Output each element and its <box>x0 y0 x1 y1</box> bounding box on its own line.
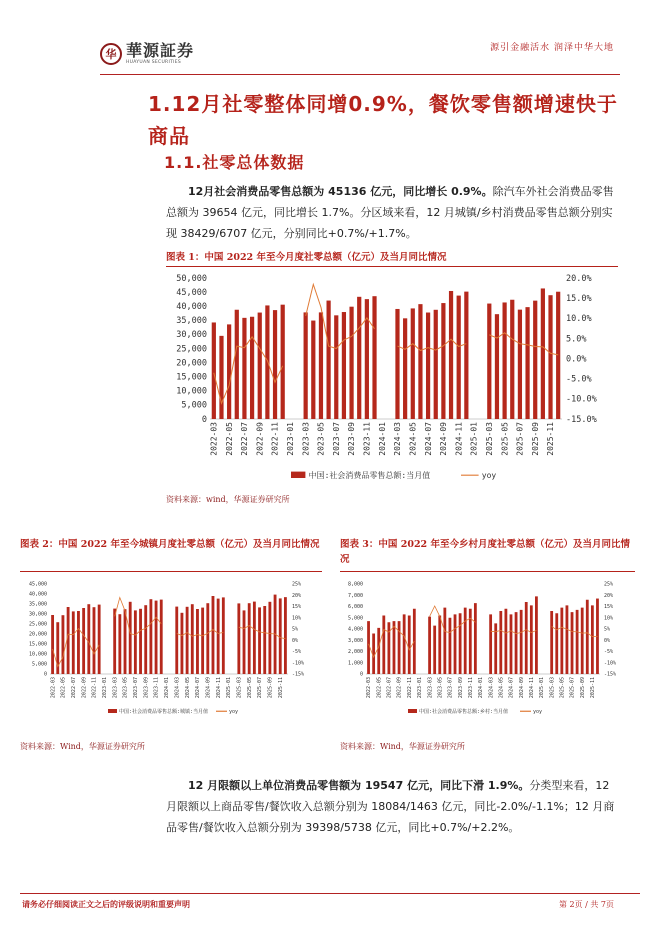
paragraph-body: 除汽车外社会消费品零售总额为 39654 亿元，同比增长 1.7%。分区域来看，12 月城镇/乡村消费品零售总额分别实现 38429/6707 亿元，分别同比+0.7%/+1.7%。 <box>166 185 614 240</box>
x-tick-label: 2024-01 <box>164 677 171 699</box>
x-tick-label: 2023-03 <box>112 677 119 699</box>
x-tick-label: 2022-11 <box>91 677 98 699</box>
logo-cn-text: 華源証券 <box>126 40 195 60</box>
x-tick-label: 2024-03 <box>174 677 181 699</box>
x-tick-label: 2024-11 <box>215 677 222 699</box>
bar-mark <box>149 599 152 674</box>
bar-mark <box>464 292 468 419</box>
bar-mark <box>454 614 457 674</box>
bar-mark <box>349 307 353 419</box>
bar-mark <box>113 609 116 674</box>
bar-mark <box>438 616 441 675</box>
bar-mark <box>525 602 528 674</box>
legend-line-label: yoy <box>481 471 497 480</box>
figure2-caption-line <box>20 571 322 572</box>
bar-mark <box>457 296 461 419</box>
y-right-tick-label: -10.0% <box>566 394 597 405</box>
bar-mark <box>222 597 225 674</box>
figure2-caption: 图表 2：中国 2022 年至今城镇月度社零总额（亿元）及当月同比情况 <box>20 539 320 550</box>
x-tick-label: 2022-11 <box>270 422 280 456</box>
x-tick-label: 2023-03 <box>301 422 311 456</box>
bar-mark <box>377 628 380 674</box>
bar-mark <box>530 605 533 674</box>
x-tick-label: 2024-07 <box>423 422 433 456</box>
bar-mark <box>212 322 216 419</box>
x-tick-label: 2025-03 <box>236 677 243 699</box>
y-right-tick-label: 10.0% <box>566 314 592 325</box>
x-tick-label: 2022-09 <box>396 677 403 699</box>
x-tick-label: 2022-11 <box>406 677 413 699</box>
header-divider <box>100 74 620 75</box>
bar-mark <box>474 603 477 674</box>
bar-mark <box>548 295 552 419</box>
x-tick-label: 2022-05 <box>376 677 383 699</box>
figure1-caption-line <box>166 266 618 267</box>
bar-mark <box>248 603 251 674</box>
bar-mark <box>93 607 96 674</box>
x-tick-label: 2025-09 <box>579 677 586 699</box>
bar-mark <box>160 600 163 674</box>
y-right-tick-label: 10% <box>292 615 302 622</box>
x-tick-label: 2023-11 <box>467 677 474 699</box>
bar-mark <box>334 315 338 419</box>
x-tick-label: 2023-05 <box>437 677 444 699</box>
legend-bar-swatch <box>291 472 305 478</box>
figure3-caption-line <box>340 571 635 572</box>
bar-mark <box>525 307 529 419</box>
bar-mark <box>124 609 127 674</box>
yoy-line <box>177 630 224 637</box>
yoy-line <box>398 339 467 350</box>
y-left-tick-label: 20,000 <box>28 631 47 638</box>
bar-mark <box>62 615 65 674</box>
bar-mark <box>426 313 430 419</box>
bar-mark <box>398 621 401 674</box>
x-tick-label: 2025-07 <box>515 422 525 456</box>
yoy-line <box>552 627 598 637</box>
header-tagline: 源引金融活水 润泽中华大地 <box>490 43 614 53</box>
bar-mark <box>327 301 331 419</box>
legend-bar-swatch <box>408 709 417 713</box>
bar-mark <box>489 614 492 674</box>
legend-bar-label: 中国:社会消费品零售总额:城镇:当月值 <box>119 709 209 715</box>
y-left-tick-label: 45,000 <box>176 287 207 298</box>
x-tick-label: 2022-07 <box>386 677 393 699</box>
x-tick-label: 2024-03 <box>488 677 495 699</box>
figure1-source: 资料来源：wind，华源证券研究所 <box>166 495 290 504</box>
bar-mark <box>408 616 411 675</box>
bar-mark <box>235 310 239 419</box>
bar-mark <box>433 626 436 674</box>
y-left-tick-label: 1,000 <box>347 660 363 667</box>
x-tick-label: 2023-01 <box>101 677 108 699</box>
x-tick-label: 2025-07 <box>569 677 576 699</box>
bar-mark <box>403 614 406 674</box>
bar-mark <box>175 607 178 674</box>
bar-mark <box>281 305 285 419</box>
y-right-tick-label: 20% <box>604 592 614 599</box>
bar-mark <box>87 604 90 674</box>
bar-mark <box>428 617 431 674</box>
y-left-tick-label: 15,000 <box>176 372 207 383</box>
bar-mark <box>510 614 513 674</box>
yoy-line <box>239 626 286 639</box>
x-tick-label: 2024-11 <box>528 677 535 699</box>
footer-divider <box>20 893 640 894</box>
chart-rural-retail <box>340 576 635 716</box>
y-right-tick-label: -10% <box>604 660 617 667</box>
bar-mark <box>449 291 453 419</box>
y-left-tick-label: 10,000 <box>28 651 47 658</box>
x-tick-label: 2022-05 <box>224 422 234 456</box>
page-number: 第 2页 / 共 7页 <box>558 900 614 909</box>
bar-mark <box>51 615 54 674</box>
y-left-tick-label: 50,000 <box>176 273 207 284</box>
x-tick-label: 2023-03 <box>427 677 434 699</box>
y-left-tick-label: 8,000 <box>347 581 363 588</box>
bar-mark <box>268 602 271 674</box>
y-right-tick-label: 5.0% <box>566 334 587 345</box>
bar-mark <box>217 599 220 674</box>
bar-mark <box>319 312 323 419</box>
bar-mark <box>181 613 184 674</box>
x-tick-label: 2023-09 <box>143 677 150 699</box>
bar-mark <box>510 300 514 419</box>
x-tick-label: 2024-07 <box>508 677 515 699</box>
footer-disclaimer: 请务必仔细阅读正文之后的评级说明和重要声明 <box>22 899 190 909</box>
bar-mark <box>441 303 445 419</box>
y-left-tick-label: 40,000 <box>28 591 47 598</box>
bar-mark <box>387 622 390 674</box>
bar-mark <box>129 602 132 674</box>
x-tick-label: 2023-11 <box>153 677 160 699</box>
y-right-tick-label: 15% <box>292 604 302 611</box>
x-tick-label: 2024-01 <box>377 422 387 456</box>
bar-mark <box>311 321 315 419</box>
bar-mark <box>560 608 563 674</box>
x-tick-label: 2024-09 <box>518 677 525 699</box>
x-tick-label: 2022-05 <box>60 677 67 699</box>
x-tick-label: 2023-07 <box>447 677 454 699</box>
legend-bar-label: 中国:社会消费品零售总额:当月值 <box>308 471 431 480</box>
y-right-tick-label: 15% <box>604 604 614 611</box>
y-right-tick-label: -10% <box>292 660 305 667</box>
y-left-tick-label: 40,000 <box>176 302 207 313</box>
section-title: 1.12月社零整体同增0.9%，餐饮零售额增速快于商品 <box>148 92 618 148</box>
y-right-tick-label: 0.0% <box>566 354 587 365</box>
y-left-tick-label: 2,000 <box>347 649 363 656</box>
bar-mark <box>342 312 346 419</box>
bar-mark <box>201 608 204 674</box>
x-tick-label: 2025-05 <box>246 677 253 699</box>
bar-mark <box>504 609 507 674</box>
paragraph2-lead: 12 月限额以上单位消费品零售额为 19547 亿元，同比下滑 1.9%。 <box>188 779 530 792</box>
y-right-tick-label: 25% <box>604 581 614 588</box>
logo-en-text: HUAYUAN SECURITIES <box>126 59 182 65</box>
bar-mark <box>449 618 452 674</box>
x-tick-label: 2022-03 <box>50 677 57 699</box>
x-tick-label: 2023-09 <box>347 422 357 456</box>
y-left-tick-label: 4,000 <box>347 626 363 633</box>
x-tick-label: 2025-07 <box>257 677 264 699</box>
bar-mark <box>258 607 261 674</box>
x-tick-label: 2025-01 <box>226 677 233 699</box>
x-tick-label: 2023-01 <box>417 677 424 699</box>
bar-mark <box>284 597 287 674</box>
bar-mark <box>581 608 584 674</box>
y-right-tick-label: 0% <box>604 637 611 644</box>
x-tick-label: 2025-11 <box>546 422 556 456</box>
y-left-tick-label: 6,000 <box>347 604 363 611</box>
chart-urban-retail <box>20 576 322 716</box>
y-left-tick-label: 30,000 <box>28 611 47 618</box>
bar-mark <box>196 609 199 674</box>
bar-mark <box>576 610 579 674</box>
x-tick-label: 2023-07 <box>133 677 140 699</box>
bar-mark <box>459 613 462 674</box>
bar-mark <box>263 606 266 674</box>
yoy-line <box>491 630 537 634</box>
x-tick-label: 2025-01 <box>539 677 546 699</box>
bar-mark <box>72 611 75 674</box>
bar-mark <box>258 313 262 419</box>
bar-mark <box>155 601 158 674</box>
bar-mark <box>515 612 518 674</box>
yoy-line <box>306 284 375 348</box>
x-tick-label: 2025-05 <box>500 422 510 456</box>
x-tick-label: 2022-03 <box>209 422 219 456</box>
legend-bar-label: 中国:社会消费品零售总额:乡村:当月值 <box>419 709 509 715</box>
figure1-caption: 图表 1：中国 2022 年至今月度社零总额（亿元）及当月同比情况 <box>166 252 447 263</box>
x-tick-label: 2023-11 <box>362 422 372 456</box>
bar-mark <box>550 611 553 674</box>
bar-mark <box>443 608 446 674</box>
x-tick-label: 2024-11 <box>454 422 464 456</box>
bar-mark <box>535 596 538 674</box>
y-left-tick-label: 5,000 <box>347 615 363 622</box>
bar-mark <box>586 600 589 674</box>
x-tick-label: 2022-09 <box>81 677 88 699</box>
bar-mark <box>279 598 282 674</box>
x-tick-label: 2023-05 <box>316 422 326 456</box>
company-logo <box>100 40 198 68</box>
bar-mark <box>566 605 569 674</box>
chart-retail-total <box>166 268 618 486</box>
bar-mark <box>67 607 70 674</box>
y-right-tick-label: 15.0% <box>566 293 592 304</box>
x-tick-label: 2025-01 <box>469 422 479 456</box>
x-tick-label: 2024-05 <box>498 677 505 699</box>
y-right-tick-label: 20% <box>292 592 302 599</box>
bar-mark <box>237 603 240 674</box>
yoy-line <box>430 606 476 633</box>
y-left-tick-label: 15,000 <box>28 641 47 648</box>
x-tick-label: 2022-09 <box>255 422 265 456</box>
x-tick-label: 2024-03 <box>393 422 403 456</box>
bar-mark <box>206 603 209 674</box>
bar-mark <box>82 608 85 674</box>
y-left-tick-label: 5,000 <box>31 661 47 668</box>
bar-mark <box>591 605 594 674</box>
x-tick-label: 2025-09 <box>267 677 274 699</box>
bar-mark <box>186 607 189 674</box>
bar-mark <box>395 309 399 419</box>
y-right-tick-label: 0% <box>292 637 299 644</box>
x-tick-label: 2025-05 <box>559 677 566 699</box>
y-right-tick-label: 5% <box>604 626 611 633</box>
x-tick-label: 2025-09 <box>530 422 540 456</box>
x-tick-label: 2022-03 <box>366 677 373 699</box>
x-tick-label: 2023-05 <box>122 677 129 699</box>
x-tick-label: 2025-11 <box>590 677 597 699</box>
x-tick-label: 2024-09 <box>439 422 449 456</box>
y-left-tick-label: 0 <box>43 671 47 678</box>
y-left-tick-label: 5,000 <box>181 400 207 411</box>
x-tick-label: 2022-07 <box>70 677 77 699</box>
legend-bar-swatch <box>108 709 117 713</box>
x-tick-label: 2024-05 <box>184 677 191 699</box>
bar-mark <box>273 310 277 419</box>
y-right-tick-label: -15.0% <box>566 414 597 425</box>
bar-mark <box>243 610 246 674</box>
bar-mark <box>191 604 194 674</box>
figure3-source: 资料来源：Wind，华源证券研究所 <box>340 742 465 751</box>
bar-mark <box>118 614 121 674</box>
bar-mark <box>464 608 467 674</box>
yoy-line <box>53 629 100 667</box>
y-left-tick-label: 25,000 <box>28 621 47 628</box>
legend-line-label: yoy <box>229 709 239 715</box>
bar-mark <box>494 623 497 674</box>
bar-mark <box>403 318 407 419</box>
paragraph-lead: 12月社会消费品零售总额为 45136 亿元，同比增长 0.9%。 <box>188 185 493 198</box>
bar-mark <box>503 302 507 419</box>
y-left-tick-label: 7,000 <box>347 592 363 599</box>
bar-mark <box>250 317 254 419</box>
yoy-line <box>489 333 558 355</box>
x-tick-label: 2025-03 <box>484 422 494 456</box>
bar-mark <box>139 609 142 674</box>
yoy-line <box>115 598 162 636</box>
bar-mark <box>219 336 223 419</box>
bar-mark <box>393 621 396 674</box>
bar-mark <box>520 610 523 674</box>
x-tick-label: 2023-01 <box>286 422 296 456</box>
y-left-tick-label: 25,000 <box>176 344 207 355</box>
bar-mark <box>77 611 80 674</box>
y-left-tick-label: 3,000 <box>347 637 363 644</box>
figure2-source: 资料来源：Wind，华源证券研究所 <box>20 742 145 751</box>
x-tick-label: 2024-01 <box>478 677 485 699</box>
bar-mark <box>265 305 269 419</box>
bar-mark <box>253 602 256 674</box>
x-tick-label: 2022-07 <box>240 422 250 456</box>
subsection-title: 1.1.社零总体数据 <box>164 153 305 172</box>
bar-mark <box>144 605 147 674</box>
y-left-tick-label: 10,000 <box>176 386 207 397</box>
x-tick-label: 2024-09 <box>205 677 212 699</box>
x-tick-label: 2023-07 <box>331 422 341 456</box>
legend-line-label: yoy <box>533 709 543 715</box>
bar-mark <box>242 318 246 419</box>
bar-mark <box>541 288 545 419</box>
bar-mark <box>304 312 308 419</box>
bar-mark <box>227 324 231 419</box>
paragraph-retail-summary <box>166 181 618 244</box>
y-right-tick-label: 5% <box>292 626 299 633</box>
bar-mark <box>533 301 537 419</box>
y-left-tick-label: 45,000 <box>28 581 47 588</box>
paragraph2-body: 分类型来看，12 月限额以上商品零售/餐饮收入总额分别为 18084/1463 亿元，同比-2.0%/-1.1%；12 月商品零售/餐饮收入总额分别为 39398/5738 亿元，同比+0.7%/+2.2%。 <box>166 779 615 834</box>
y-right-tick-label: -5% <box>604 649 614 656</box>
y-left-tick-label: 20,000 <box>176 358 207 369</box>
bar-mark <box>134 610 137 674</box>
y-right-tick-label: -15% <box>604 671 617 678</box>
y-right-tick-label: 20.0% <box>566 273 592 284</box>
x-tick-label: 2024-05 <box>408 422 418 456</box>
bar-mark <box>555 613 558 674</box>
bar-mark <box>434 310 438 419</box>
paragraph-above-quota <box>166 775 618 838</box>
x-tick-label: 2024-07 <box>195 677 202 699</box>
figure3-caption: 图表 3：中国 2022 年至今乡村月度社零总额（亿元）及当月同比情况 <box>340 539 630 565</box>
bar-mark <box>556 292 560 419</box>
bar-mark <box>518 310 522 419</box>
x-tick-label: 2025-11 <box>277 677 284 699</box>
bar-mark <box>418 304 422 419</box>
yoy-line <box>214 337 283 404</box>
bar-mark <box>499 611 502 674</box>
bar-mark <box>487 304 491 419</box>
bar-mark <box>357 297 361 419</box>
logo-emblem-icon: 华 <box>100 43 122 65</box>
bar-mark <box>212 596 215 674</box>
y-left-tick-label: 0 <box>359 671 363 678</box>
y-left-tick-label: 0 <box>201 414 207 425</box>
y-right-tick-label: -15% <box>292 671 305 678</box>
y-left-tick-label: 30,000 <box>176 330 207 341</box>
y-right-tick-label: 10% <box>604 615 614 622</box>
y-right-tick-label: -5% <box>292 649 302 656</box>
y-left-tick-label: 35,000 <box>28 601 47 608</box>
bar-mark <box>372 296 376 419</box>
bar-mark <box>98 605 101 674</box>
x-tick-label: 2025-03 <box>549 677 556 699</box>
bar-mark <box>382 616 385 675</box>
x-tick-label: 2023-09 <box>457 677 464 699</box>
bar-mark <box>495 314 499 419</box>
y-left-tick-label: 35,000 <box>176 316 207 327</box>
bar-mark <box>411 308 415 419</box>
y-right-tick-label: -5.0% <box>566 374 592 385</box>
bar-mark <box>571 612 574 674</box>
yoy-line <box>369 626 415 657</box>
y-right-tick-label: 25% <box>292 581 302 588</box>
